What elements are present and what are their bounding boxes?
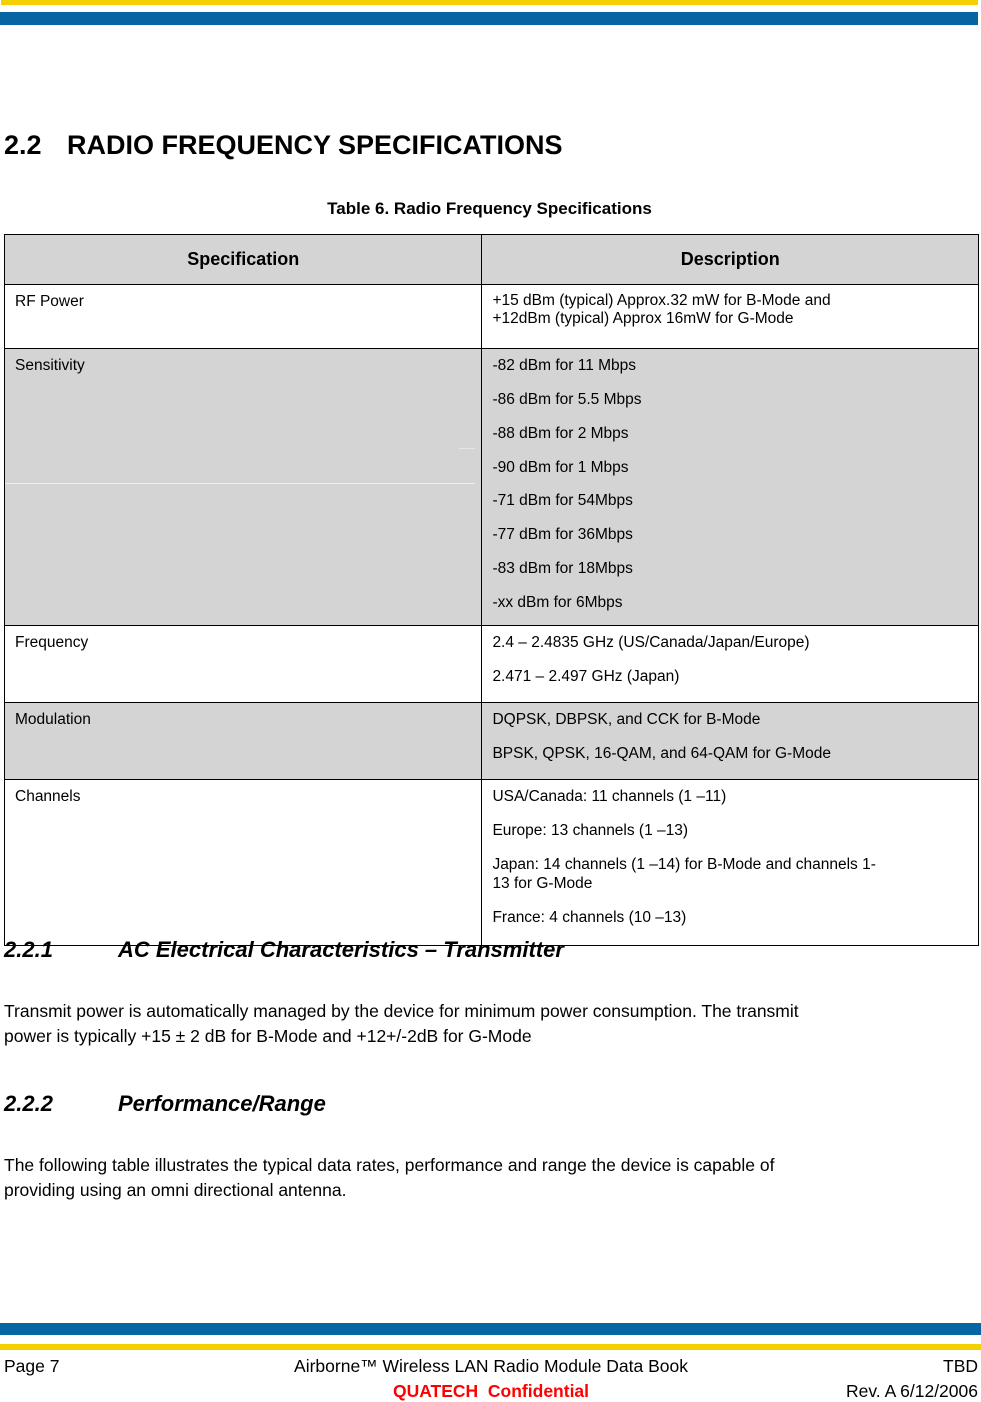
table-row-frequency [5,626,979,703]
description-line: -83 dBm for 18Mbps [492,560,633,577]
section-title [4,130,563,161]
footer-yellow-bar [0,1344,981,1350]
paragraph-line: providing using an omni directional antenna. [4,1180,347,1200]
description-line: 13 for G-Mode [492,875,593,892]
description-line: 2.471 – 2.497 GHz (Japan) [492,668,680,685]
header-blue-bar [0,12,978,25]
paragraph-line: The following table illustrates the typical data rates, performance and range the device is capable of [4,1155,775,1175]
subsection-number: 2.2.2 [4,1091,53,1116]
table-row-rf-power [5,285,979,349]
description-line: 2.4 – 2.4835 GHz (US/Canada/Japan/Europe) [492,634,810,651]
table-row-channels [5,780,979,946]
description-line: -86 dBm for 5.5 Mbps [492,391,642,408]
paragraph-performance [4,1153,964,1203]
paragraph-transmit-power [4,999,964,1049]
description-line: +12dBm (typical) Approx 16mW for G-Mode [492,310,794,327]
table-row-modulation [5,703,979,780]
description-line: -77 dBm for 36Mbps [492,526,633,543]
column-header-description: Description [482,235,979,285]
paragraph-line: power is typically +15 ± 2 dB for B-Mode and +12+/-2dB for G-Mode [4,1026,532,1046]
description-cell [482,703,979,780]
description-line: -82 dBm for 11 Mbps [492,357,637,374]
footer-page-number: Page 7 [4,1356,60,1376]
spec-name-cell: Modulation [5,703,482,780]
subsection-heading-ac-electrical [4,937,564,963]
description-line: -xx dBm for 6Mbps [492,594,623,611]
description-cell [482,349,979,626]
description-line: Japan: 14 channels (1 –14) for B-Mode and channels 1- [492,856,876,873]
paragraph-line: Transmit power is automatically managed by the device for minimum power consumption. The transmit [4,1001,799,1021]
column-header-specification: Specification [5,235,482,285]
footer-book-title: Airborne™ Wireless LAN Radio Module Data Book [294,1356,688,1376]
subsection-title: AC Electrical Characteristics – Transmitter [118,937,564,962]
spec-name-cell [5,349,482,626]
description-cell [482,626,979,703]
description-line: +15 dBm (typical) Approx.32 mW for B-Mode and [492,292,831,309]
spec-name-cell: RF Power [5,285,482,349]
spec-name-cell: Frequency [5,626,482,703]
subsection-title: Performance/Range [118,1091,326,1116]
description-line: BPSK, QPSK, 16-QAM, and 64-QAM for G-Mode [492,745,831,762]
table-caption [0,199,981,219]
footer-status: TBD [943,1356,978,1376]
description-line: -88 dBm for 2 Mbps [492,425,629,442]
description-line: USA/Canada: 11 channels (1 –11) [492,788,727,805]
table-caption-text: Table 6. Radio Frequency Specifications [327,199,652,218]
subsection-heading-performance-range [4,1091,326,1117]
description-line: -90 dBm for 1 Mbps [492,459,629,476]
spec-name-text: Sensitivity [15,357,85,374]
footer-blue-bar [0,1323,981,1335]
description-line: -71 dBm for 54Mbps [492,492,633,509]
description-cell [482,285,979,349]
description-line: DQPSK, DBPSK, and CCK for B-Mode [492,711,761,728]
table-row-sensitivity [5,349,979,626]
footer-revision: Rev. A 6/12/2006 [845,1381,978,1401]
table-header-row [5,235,979,285]
faint-divider [5,483,475,484]
description-line: France: 4 channels (10 –13) [492,909,687,926]
description-line: Europe: 13 channels (1 –13) [492,822,689,839]
section-title-text: RADIO FREQUENCY SPECIFICATIONS [67,130,563,160]
subsection-number: 2.2.1 [4,937,53,962]
header-yellow-bar [1,0,978,5]
footer-confidential: QUATECH Confidential [392,1381,590,1401]
section-number: 2.2 [4,130,42,160]
rf-spec-table [4,234,979,946]
description-cell [482,780,979,946]
faint-divider [459,448,475,449]
spec-name-cell: Channels [5,780,482,946]
